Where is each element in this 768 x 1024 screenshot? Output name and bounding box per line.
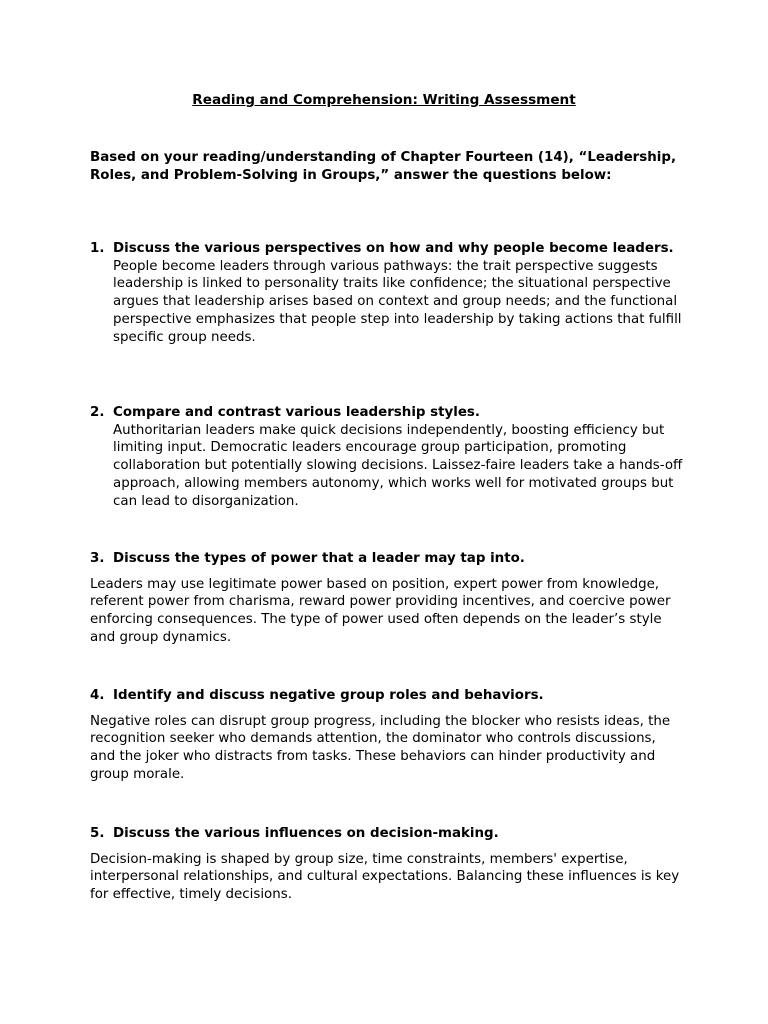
answer-text: Leaders may use legitimate power based on position, expert power from knowledge, referent power from charisma, reward power providing incentives, and coercive power enforcing consequences. The type of power used often depends on the leader’s style and group dynamics. [90,576,671,645]
question-1 [90,240,690,347]
question-4 [90,687,690,784]
answer-text: Authoritarian leaders make quick decisions independently, boosting efficiency but limiting input. Democratic leaders encourage group participation, promoting collaboration but potentially slowing decisions. Laissez-faire leaders take a hands-off approach, allowing members autonomy, which works well for motivated groups but can lead to disorganization. [113,422,683,509]
intro-paragraph: Based on your reading/understanding of Chapter Fourteen (14), “Leadership, Roles, and Problem-Solving in Groups,” answer the questions below: [90,150,677,183]
question-5 [90,825,690,904]
question-4-heading [90,687,690,705]
question-text: Compare and contrast various leadership styles. [113,405,480,420]
question-text: Discuss the various perspectives on how and why people become leaders. [113,241,674,256]
question-2-heading [90,404,690,422]
answer-text: People become leaders through various pathways: the trait perspective suggests leadership is linked to personality traits like confidence; the situational perspective argues that leadership arises based on context and group needs; and the functional perspective emphasizes that people step into leadership by taking actions that fulfill specific group needs. [113,258,682,345]
question-number: 3. [90,551,105,566]
question-text: Discuss the types of power that a leader may tap into. [113,551,525,566]
question-text: Discuss the various influences on decision-making. [113,826,499,841]
question-number: 5. [90,826,105,841]
question-number: 2. [90,405,105,420]
answer-text: Negative roles can disrupt group progress, including the blocker who resists ideas, the recognition seeker who demands attention, the dominator who controls discussions, and the joker who distracts from tasks. These behaviors can hinder productivity and group morale. [90,713,671,782]
question-1-heading [90,240,690,258]
question-text: Identify and discuss negative group roles and behaviors. [113,688,544,703]
question-5-heading [90,825,690,843]
question-3 [90,550,690,647]
question-number: 1. [90,241,105,256]
question-3-heading [90,550,690,568]
answer-text: Decision-making is shaped by group size, time constraints, members' expertise, interpersonal relationships, and cultural expectations. Balancing these influences is key for effective, timely decisions. [90,851,680,903]
question-number: 4. [90,688,105,703]
document-title: Reading and Comprehension: Writing Assessment [192,92,576,108]
question-2 [90,404,690,511]
